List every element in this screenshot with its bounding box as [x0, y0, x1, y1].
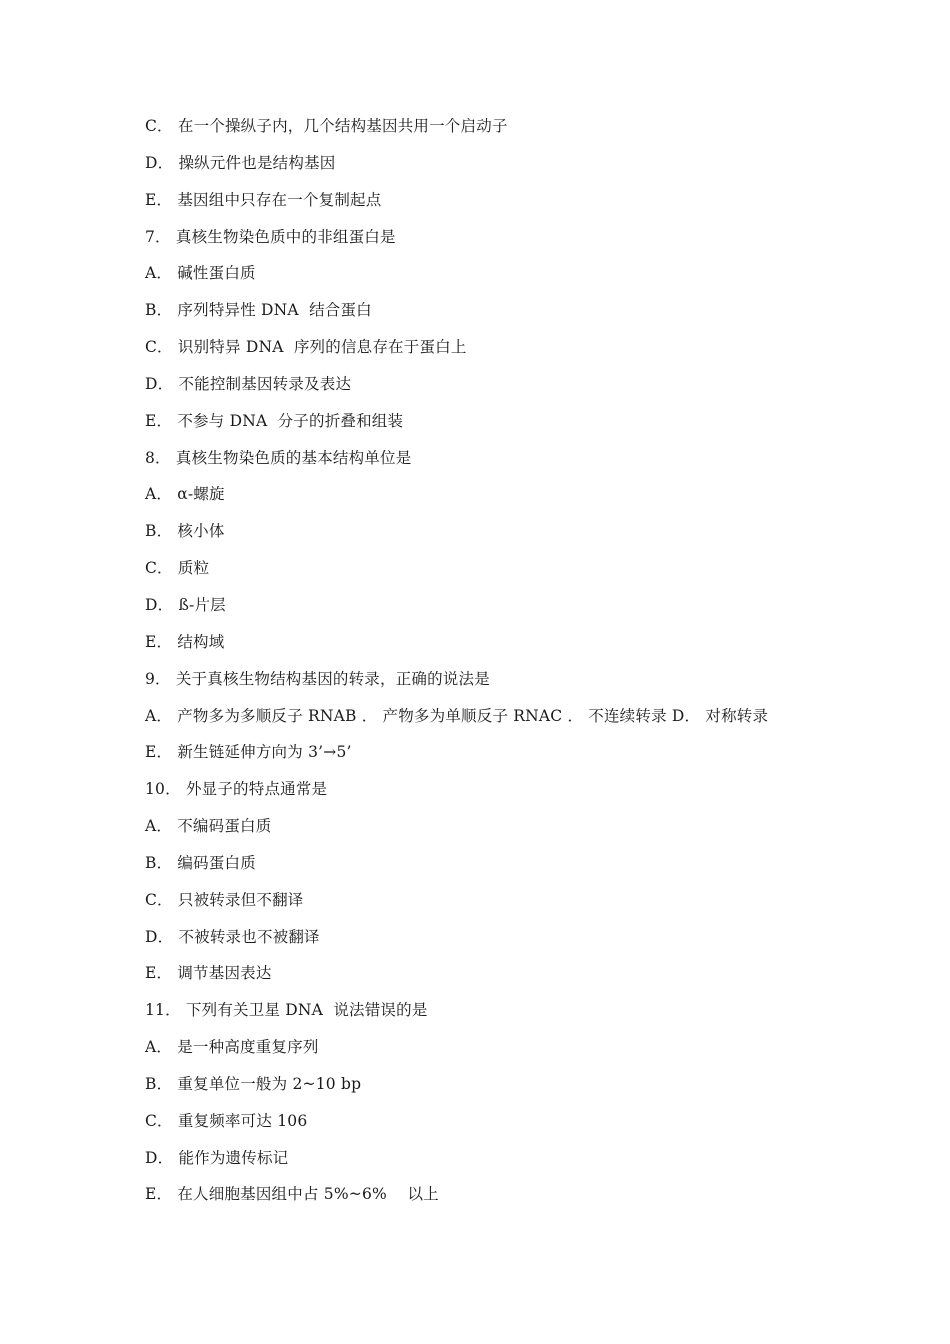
- option-line: A． α-螺旋: [145, 485, 225, 504]
- option-line: C． 重复频率可达 106: [145, 1111, 308, 1130]
- option-line: E． 调节基因表达: [145, 964, 272, 983]
- question-list: [145, 113, 905, 1218]
- option-line: E． 新生链延伸方向为 3’→5’: [145, 743, 352, 762]
- option-line: A． 碱性蛋白质: [145, 264, 256, 283]
- option-line: D． 不能控制基因转录及表达: [145, 374, 352, 393]
- option-line: D． 不被转录也不被翻译: [145, 927, 320, 946]
- option-line: C． 只被转录但不翻译: [145, 890, 304, 909]
- option-line: E． 不参与 DNA 分子的折叠和组装: [145, 411, 404, 430]
- question-line: 9． 关于真核生物结构基因的转录，正确的说法是: [145, 669, 490, 688]
- option-line: A． 产物多为多顺反子 RNAB ． 产物多为单顺反子 RNAC ． 不连续转录 D． 对称转录: [145, 706, 769, 725]
- option-line: D． 能作为遗传标记: [145, 1148, 289, 1167]
- option-line: D． 操纵元件也是结构基因: [145, 153, 336, 172]
- option-line: B． 重复单位一般为 2~10 bp: [145, 1074, 362, 1093]
- option-line: E． 在人细胞基因组中占 5%~6% 以上: [145, 1185, 439, 1204]
- option-line: C． 质粒: [145, 559, 210, 578]
- option-line: D． ß-片层: [145, 595, 226, 614]
- option-line: E． 结构域: [145, 632, 225, 651]
- option-line: C． 在一个操纵子内，几个结构基因共用一个启动子: [145, 117, 508, 135]
- option-line: B． 序列特异性 DNA 结合蛋白: [145, 301, 372, 320]
- option-line: C． 识别特异 DNA 序列的信息存在于蛋白上: [145, 338, 467, 357]
- question-line: 10． 外显子的特点通常是: [145, 780, 328, 799]
- option-line: B． 编码蛋白质: [145, 853, 256, 872]
- question-line: 7． 真核生物染色质中的非组蛋白是: [145, 227, 396, 246]
- question-line: 11． 下列有关卫星 DNA 说法错误的是: [145, 1001, 428, 1020]
- question-line: 8． 真核生物染色质的基本结构单位是: [145, 448, 412, 467]
- option-line: E． 基因组中只存在一个复制起点: [145, 190, 382, 209]
- option-line: B． 核小体: [145, 522, 225, 541]
- option-line: A． 不编码蛋白质: [145, 817, 272, 836]
- option-line: A． 是一种高度重复序列: [145, 1038, 319, 1057]
